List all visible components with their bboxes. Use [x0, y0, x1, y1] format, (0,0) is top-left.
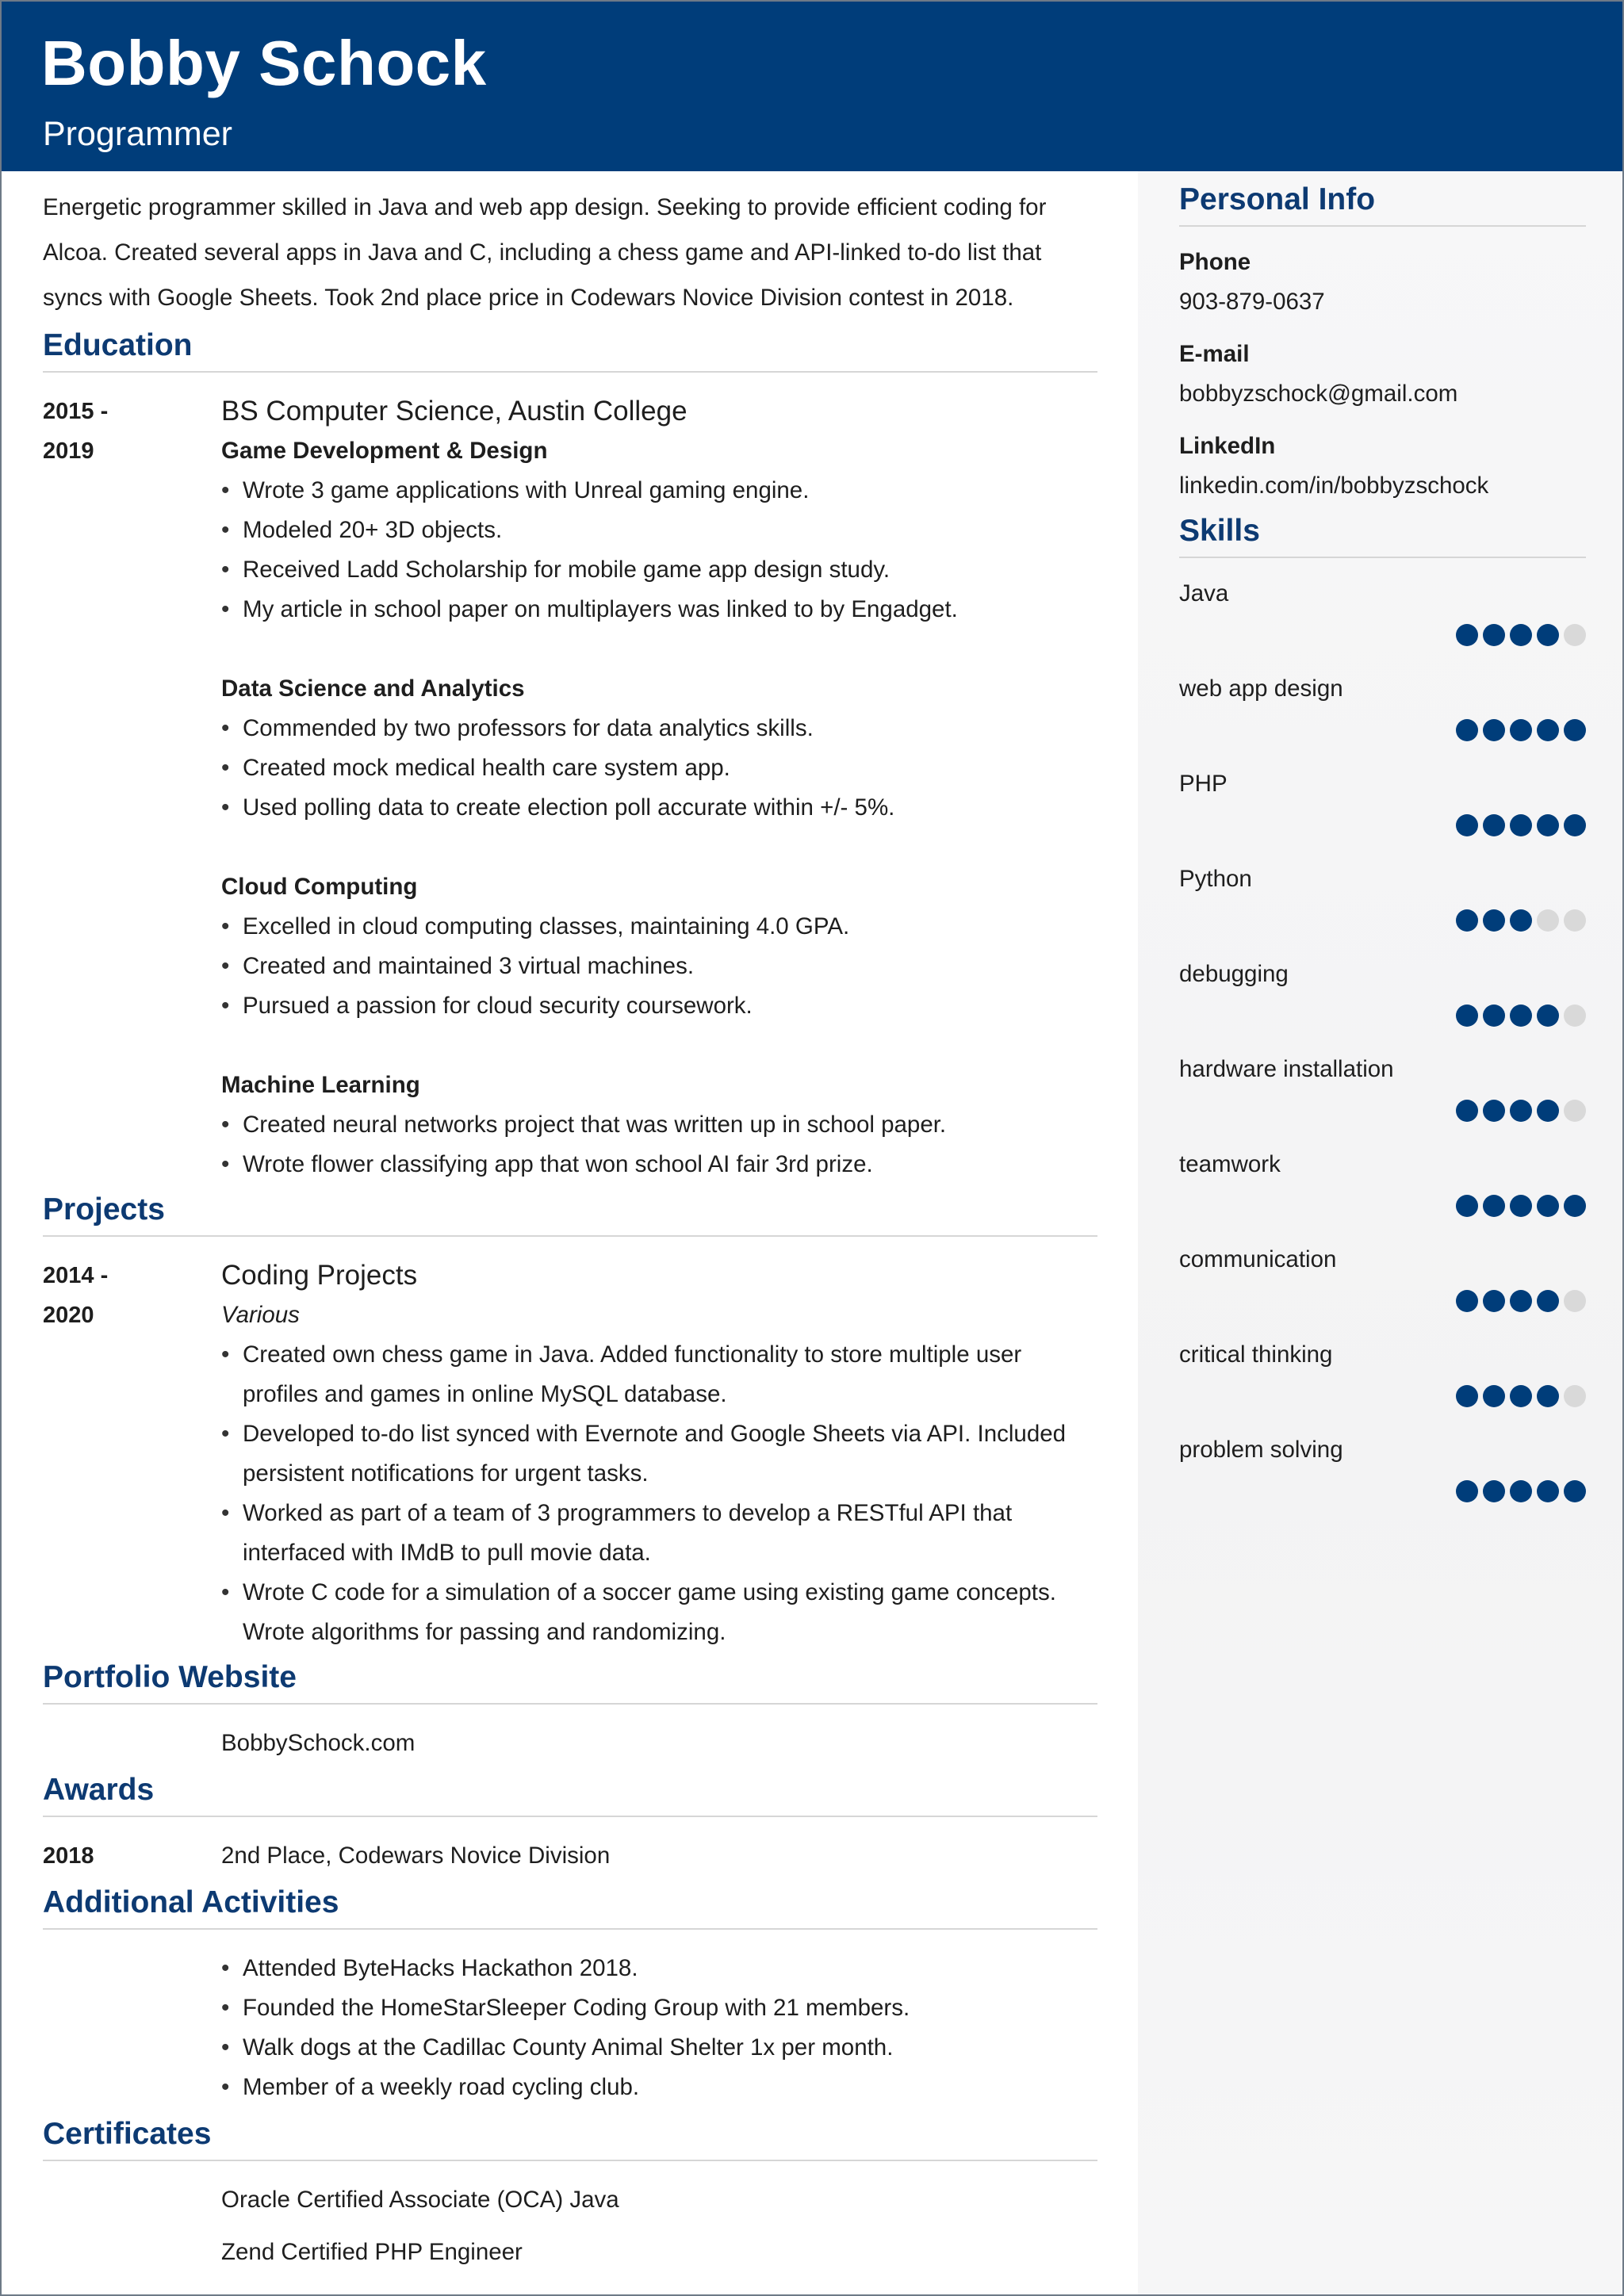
skill-rating [1456, 624, 1586, 646]
course-group-list [221, 471, 1097, 629]
resume-header [2, 2, 1624, 171]
rating-dot-filled [1564, 719, 1586, 741]
project-title: Coding Projects [221, 1260, 418, 1291]
rating-dot-filled [1537, 1100, 1559, 1122]
rating-dot-filled [1510, 1290, 1532, 1312]
portfolio-link[interactable]: BobbySchock.com [221, 1730, 416, 1756]
rating-dot-empty [1564, 1385, 1586, 1407]
skill-rating [1456, 1385, 1586, 1407]
personal-info-section [1179, 182, 1586, 506]
candidate-name: Bobby Schock [41, 28, 487, 98]
rating-dot-filled [1510, 1100, 1532, 1122]
skill-name: hardware installation [1179, 1056, 1394, 1082]
rating-dot-filled [1456, 1195, 1478, 1217]
rating-dot-filled [1537, 1004, 1559, 1027]
linkedin-value[interactable]: linkedin.com/in/bobbyzschock [1179, 473, 1489, 499]
rating-dot-filled [1456, 909, 1478, 932]
awards-section [43, 1773, 1097, 1876]
rating-dot-filled [1456, 719, 1478, 741]
projects-section [43, 1192, 1097, 1652]
skills-heading: Skills [1179, 514, 1586, 558]
rating-dot-filled [1483, 1480, 1505, 1502]
skill-name: debugging [1179, 961, 1289, 987]
rating-dot-empty [1564, 1100, 1586, 1122]
list-item: • Wrote flower classifying app that won school AI fair 3rd prize. [221, 1145, 1097, 1184]
list-item: • Developed to-do list synced with Evernote and Google Sheets via API. Included persistent notifications for urgent tasks. [221, 1414, 1097, 1494]
skills-list [1179, 574, 1586, 1525]
skill-rating [1456, 1100, 1586, 1122]
skill-name: Python [1179, 866, 1252, 892]
list-item: • Attended ByteHacks Hackathon 2018. [221, 1949, 1097, 1988]
rating-dot-filled [1456, 814, 1478, 836]
rating-dot-filled [1564, 1480, 1586, 1502]
skill-row [1179, 764, 1586, 859]
skill-row [1179, 1430, 1586, 1525]
education-heading: Education [43, 328, 1097, 373]
skill-row [1179, 574, 1586, 669]
list-item: • Wrote 3 game applications with Unreal gaming engine. [221, 471, 1097, 511]
rating-dot-filled [1456, 1290, 1478, 1312]
rating-dot-filled [1483, 624, 1505, 646]
certificates-section [43, 2117, 1097, 2272]
skill-name: critical thinking [1179, 1341, 1333, 1368]
skill-name: teamwork [1179, 1151, 1281, 1177]
projects-date: 2014 - 2020 [43, 1263, 109, 1328]
rating-dot-filled [1483, 909, 1505, 932]
activities-section [43, 1885, 1097, 2107]
award-year: 2018 [43, 1843, 94, 1869]
list-item: • Member of a weekly road cycling club. [221, 2068, 1097, 2107]
linkedin-label: LinkedIn [1179, 433, 1276, 459]
list-item: • Commended by two professors for data analytics skills. [221, 709, 1097, 748]
rating-dot-filled [1483, 1385, 1505, 1407]
list-item: • Created own chess game in Java. Added functionality to store multiple user profiles and games in online MySQL database. [221, 1335, 1097, 1414]
activities-heading: Additional Activities [43, 1885, 1097, 1930]
project-list [221, 1335, 1097, 1652]
rating-dot-filled [1537, 719, 1559, 741]
list-item: • Received Ladd Scholarship for mobile game app design study. [221, 550, 1097, 590]
list-item: • Excelled in cloud computing classes, maintaining 4.0 GPA. [221, 907, 1097, 947]
skill-rating [1456, 719, 1586, 741]
skill-name: PHP [1179, 771, 1228, 797]
skill-row [1179, 1240, 1586, 1335]
list-item: • Created neural networks project that was written up in school paper. [221, 1105, 1097, 1145]
rating-dot-empty [1564, 1290, 1586, 1312]
rating-dot-filled [1510, 1195, 1532, 1217]
rating-dot-empty [1564, 624, 1586, 646]
phone-value: 903-879-0637 [1179, 289, 1325, 315]
list-item: • Wrote C code for a simulation of a soccer game using existing game concepts. Wrote algorithms for passing and randomizing. [221, 1573, 1097, 1652]
rating-dot-empty [1564, 909, 1586, 932]
list-item: • Worked as part of a team of 3 programmers to develop a RESTful API that interfaced with IMdB to pull movie data. [221, 1494, 1097, 1573]
summary-text: Energetic programmer skilled in Java and web app design. Seeking to provide efficient coding for Alcoa. Created several apps in Java and C, including a chess game and API-linked to-do list that syncs with Google Sheets. Took 2nd place price in Codewars Novice Division contest in 2018. [43, 194, 1047, 311]
rating-dot-filled [1483, 719, 1505, 741]
skill-rating [1456, 1004, 1586, 1027]
skill-rating [1456, 909, 1586, 932]
course-group-title: Data Science and Analytics [221, 675, 525, 702]
rating-dot-filled [1456, 624, 1478, 646]
course-group-list [221, 709, 1097, 828]
skill-rating [1456, 814, 1586, 836]
list-item: • Used polling data to create election poll accurate within +/- 5%. [221, 788, 1097, 828]
list-item: • Founded the HomeStarSleeper Coding Group with 21 members. [221, 1988, 1097, 2028]
skill-row [1179, 955, 1586, 1050]
list-item: • Walk dogs at the Cadillac County Animal Shelter 1x per month. [221, 2028, 1097, 2068]
awards-heading: Awards [43, 1773, 1097, 1817]
education-section [43, 328, 1097, 1184]
skills-section [1179, 514, 1586, 1525]
list-item: • My article in school paper on multiplayers was linked to by Engadget. [221, 590, 1097, 629]
skill-row [1179, 1145, 1586, 1240]
skill-row [1179, 859, 1586, 955]
rating-dot-filled [1510, 909, 1532, 932]
rating-dot-filled [1456, 1100, 1478, 1122]
rating-dot-filled [1510, 1385, 1532, 1407]
rating-dot-filled [1537, 1290, 1559, 1312]
email-label: E-mail [1179, 341, 1250, 367]
project-subtitle: Various [221, 1302, 300, 1328]
phone-label: Phone [1179, 249, 1251, 275]
rating-dot-filled [1537, 1385, 1559, 1407]
course-group-list [221, 1105, 1097, 1184]
list-item: • Pursued a passion for cloud security coursework. [221, 986, 1097, 1026]
main-column [43, 171, 1097, 2272]
rating-dot-filled [1510, 624, 1532, 646]
rating-dot-filled [1510, 1480, 1532, 1502]
rating-dot-filled [1510, 719, 1532, 741]
rating-dot-filled [1483, 814, 1505, 836]
rating-dot-filled [1510, 1004, 1532, 1027]
rating-dot-filled [1537, 814, 1559, 836]
portfolio-section [43, 1660, 1097, 1763]
list-item: • Created and maintained 3 virtual machines. [221, 947, 1097, 986]
rating-dot-filled [1537, 1480, 1559, 1502]
rating-dot-filled [1510, 814, 1532, 836]
certificates-heading: Certificates [43, 2117, 1097, 2161]
rating-dot-filled [1537, 1195, 1559, 1217]
projects-heading: Projects [43, 1192, 1097, 1237]
rating-dot-filled [1483, 1290, 1505, 1312]
rating-dot-filled [1456, 1004, 1478, 1027]
certificate-item: Zend Certified PHP Engineer [221, 2239, 523, 2265]
course-group-title: Machine Learning [221, 1072, 420, 1098]
rating-dot-filled [1483, 1100, 1505, 1122]
skill-row [1179, 1335, 1586, 1430]
candidate-role: Programmer [43, 115, 232, 153]
rating-dot-empty [1564, 1004, 1586, 1027]
skill-rating [1456, 1480, 1586, 1502]
degree-title: BS Computer Science, Austin College [221, 396, 688, 427]
award-text: 2nd Place, Codewars Novice Division [221, 1843, 611, 1869]
skill-name: communication [1179, 1246, 1337, 1272]
list-item: • Modeled 20+ 3D objects. [221, 511, 1097, 550]
skill-row [1179, 669, 1586, 764]
certificate-item: Oracle Certified Associate (OCA) Java [221, 2187, 619, 2213]
list-item: • Created mock medical health care system app. [221, 748, 1097, 788]
email-value[interactable]: bobbyzschock@gmail.com [1179, 381, 1458, 407]
skill-row [1179, 1050, 1586, 1145]
skill-name: problem solving [1179, 1437, 1343, 1463]
course-group-title: Game Development & Design [221, 438, 548, 464]
course-group-title: Cloud Computing [221, 874, 418, 900]
personal-info-heading: Personal Info [1179, 182, 1586, 227]
activities-list [221, 1949, 1097, 2107]
rating-dot-filled [1483, 1195, 1505, 1217]
rating-dot-filled [1537, 624, 1559, 646]
skill-rating [1456, 1290, 1586, 1312]
portfolio-heading: Portfolio Website [43, 1660, 1097, 1705]
skill-rating [1456, 1195, 1586, 1217]
skill-name: web app design [1179, 675, 1343, 702]
rating-dot-filled [1483, 1004, 1505, 1027]
rating-dot-filled [1564, 814, 1586, 836]
rating-dot-filled [1564, 1195, 1586, 1217]
rating-dot-filled [1456, 1385, 1478, 1407]
rating-dot-filled [1456, 1480, 1478, 1502]
sidebar-column [1179, 171, 1586, 1525]
rating-dot-empty [1537, 909, 1559, 932]
education-date: 2015 - 2019 [43, 399, 109, 464]
course-group-list [221, 907, 1097, 1026]
skill-name: Java [1179, 580, 1229, 607]
